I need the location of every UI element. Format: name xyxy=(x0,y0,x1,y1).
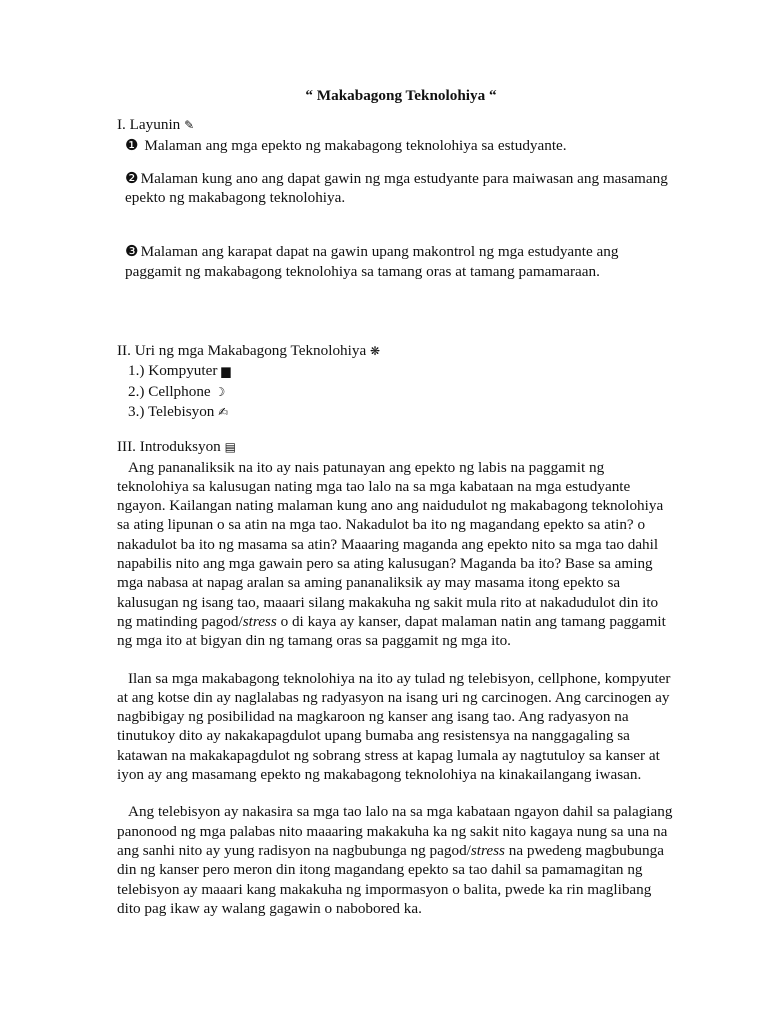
list-item-label: 3.) Telebisyon xyxy=(128,402,215,420)
objective-2-marker: ❷ xyxy=(125,169,139,187)
section-3-heading xyxy=(117,437,677,457)
writing-hand-icon: ✍ xyxy=(218,404,229,419)
intro-paragraph-1-text-a: Ang pananaliksik na ito ay nais patunayan ang epekto ng labis na paggamit ng teknolohiya sa kalusugan nating mga tao lalo na sa mga kabataan na mga estudyante ngayon. Kailangan nating malaman kung ano ang naidudulot ng makabagong teknolohiya sa ating lipunan o sa atin na mga tao. Nakadulot ba ito ng magandang epekto sa atin? o nakadulot ba ito ng masama sa atin? Maaaring maganda ang epekto nito sa mga tao dahil napabilis nito ang mga gawain pero sa ating kalusugan? Maganda ba ito? Base sa aming mga nabasa at napag aralan sa aming pananaliksik ay may masama itong epekto sa kalusugan ng isang tao, maaari silang makakuha ng sakit mula rito at nakadudulot din ito ng matinding pagod/ xyxy=(117,458,664,630)
intro-paragraph-1-text-b: o di kaya ay kanser, dapat malaman natin ang tamang paggamit ng mga ito at bigyan din ng tamang oras sa paggamit ng mga ito. xyxy=(117,612,666,650)
intro-paragraph-1 xyxy=(117,458,677,651)
intro-paragraph-3 xyxy=(117,802,677,918)
intro-paragraph-3-italic: stress xyxy=(470,841,505,859)
sparkle-icon: ❋ xyxy=(370,344,381,359)
document-icon: ▤ xyxy=(224,440,236,455)
objective-1-text: Malaman ang mga epekto ng makabagong teknolohiya sa estudyante. xyxy=(144,136,567,154)
section-3-heading-text: III. Introduksyon xyxy=(117,438,221,456)
list-item xyxy=(128,382,677,402)
document-page xyxy=(117,86,677,918)
snail-icon: ✎ xyxy=(184,118,195,133)
objective-1 xyxy=(117,136,677,155)
objective-2-text: Malaman kung ano ang dapat gawin ng mga estudyante para maiwasan ang masamang epekto ng makabagong teknolohiya. xyxy=(125,169,668,207)
intro-paragraph-1-italic: stress xyxy=(242,612,277,630)
section-1-heading-text: I. Layunin xyxy=(117,116,181,134)
intro-paragraph-2: Ilan sa mga makabagong teknolohiya na ito ay tulad ng telebisyon, cellphone, kompyuter at ang kotse din ay naglalabas ng radyasyon na isang uri ng carcinogen. Ang carcinogen ay nagbibigay ng posibilidad na magkaroon ng kanser ang isang tao. Ang radyasyon na tinutukoy dito ay nakakapagdulot upang bumaba ang resistensya na nanggagaling sa katawan na makakapagdulot ng sobrang stress at kapag lumala ay nagtutuloy sa kanser at iyon ay ang masamang epekto ng makabagong teknolohiya na kinakailangang iwasan. xyxy=(117,669,671,784)
list-item xyxy=(128,402,677,422)
objective-3-text: Malaman ang karapat dapat na gawin upang makontrol ng mga estudyante ang paggamit ng makabagong teknolohiya sa tamang oras at tamang pamamaraan. xyxy=(125,243,619,280)
section-1-heading xyxy=(117,115,677,135)
document-title: “ Makabagong Teknolohiya “ xyxy=(305,87,497,104)
intro-paragraph-3-text-b: na pwedeng magbubunga din ng kanser pero meron din itong magandang epekto sa tao dahil sa pamamagitan ng telebisyon ay maaari kang makakuha ng impormasyon o balita, pwede ka rin maglibang dito pag ikaw ay walang gagawin o nabobored ka. xyxy=(117,841,664,917)
list-item-label: 1.) Kompyuter xyxy=(128,362,218,380)
section-2-heading-text: II. Uri ng mga Makabagong Teknolohiya xyxy=(117,342,367,360)
computer-icon: ▆ xyxy=(221,364,231,379)
objective-3 xyxy=(117,242,677,281)
list-item-label: 2.) Cellphone xyxy=(128,382,211,400)
objective-3-marker: ❸ xyxy=(125,243,139,261)
objective-1-marker: ❶ xyxy=(125,136,139,154)
section-2-heading xyxy=(117,341,677,361)
objective-2 xyxy=(117,169,677,208)
technology-list xyxy=(117,361,677,422)
moon-icon: ☽ xyxy=(214,384,226,399)
intro-paragraph-3-text-a: Ang telebisyon ay nakasira sa mga tao lalo na sa mga kabataan ngayon dahil sa palagiang panonood ng mga palabas nito maaaring makakuha ka ng sakit nito kagaya nung sa una na ang sanhi nito ay yung radisyon na nagbubunga ng pagod/ xyxy=(117,803,673,859)
list-item xyxy=(128,361,677,381)
